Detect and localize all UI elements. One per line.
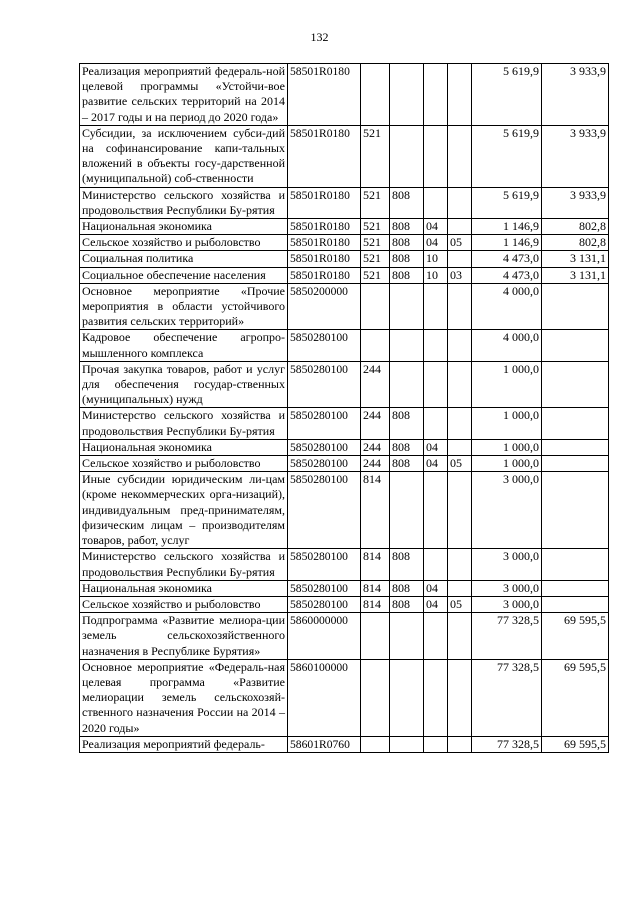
gr-cell: 808 [390, 408, 424, 439]
value-cell-1: 3 000,0 [472, 549, 542, 580]
pr-cell [448, 251, 472, 267]
vr-cell: 521 [361, 251, 390, 267]
value-cell-2 [542, 596, 609, 612]
vr-cell: 814 [361, 549, 390, 580]
pr-cell [448, 125, 472, 187]
table-row [80, 219, 609, 235]
rz-cell: 04 [424, 456, 448, 472]
rz-cell: 04 [424, 439, 448, 455]
gr-cell [390, 361, 424, 408]
value-cell-1: 77 328,5 [472, 736, 542, 752]
vr-cell: 521 [361, 235, 390, 251]
gr-cell: 808 [390, 187, 424, 218]
gr-cell [390, 659, 424, 736]
value-cell-1: 5 619,9 [472, 125, 542, 187]
rz-cell: 04 [424, 580, 448, 596]
value-cell-2 [542, 456, 609, 472]
rz-cell [424, 472, 448, 549]
value-cell-2: 3 131,1 [542, 251, 609, 267]
code-cell: 58501R0180 [288, 64, 361, 126]
name-cell: Кадровое обеспечение агропро-мышленного комплекса [80, 330, 288, 361]
pr-cell: 05 [448, 456, 472, 472]
value-cell-1: 4 000,0 [472, 330, 542, 361]
code-cell: 5850280100 [288, 472, 361, 549]
pr-cell [448, 361, 472, 408]
value-cell-2: 802,8 [542, 235, 609, 251]
table-row [80, 549, 609, 580]
page-number: 132 [310, 30, 329, 44]
rz-cell [424, 659, 448, 736]
code-cell: 5860100000 [288, 659, 361, 736]
value-cell-1: 4 473,0 [472, 251, 542, 267]
vr-cell: 521 [361, 125, 390, 187]
vr-cell [361, 330, 390, 361]
rz-cell [424, 64, 448, 126]
value-cell-2 [542, 549, 609, 580]
pr-cell [448, 64, 472, 126]
value-cell-2: 3 131,1 [542, 267, 609, 283]
name-cell: Субсидии, за исключением субси-дий на софинансирование капи-тальных вложений в объекты госу-дарственной (муниципальной) соб-ственности [80, 125, 288, 187]
value-cell-1: 1 000,0 [472, 456, 542, 472]
value-cell-1: 3 000,0 [472, 580, 542, 596]
vr-cell: 521 [361, 267, 390, 283]
vr-cell [361, 659, 390, 736]
value-cell-2 [542, 361, 609, 408]
vr-cell [361, 613, 390, 660]
value-cell-2 [542, 330, 609, 361]
vr-cell: 814 [361, 472, 390, 549]
code-cell: 5850280100 [288, 596, 361, 612]
value-cell-1: 1 146,9 [472, 219, 542, 235]
code-cell: 58501R0180 [288, 219, 361, 235]
gr-cell [390, 64, 424, 126]
pr-cell [448, 439, 472, 455]
table-row [80, 267, 609, 283]
name-cell: Подпрограмма «Развитие мелиора-ции земель сельскохозяйственного назначения в Республике Бурятия» [80, 613, 288, 660]
pr-cell [448, 613, 472, 660]
vr-cell [361, 736, 390, 752]
table-body [80, 64, 609, 753]
value-cell-2: 3 933,9 [542, 187, 609, 218]
code-cell: 5850280100 [288, 580, 361, 596]
code-cell: 5850280100 [288, 549, 361, 580]
pr-cell: 05 [448, 235, 472, 251]
table-row [80, 361, 609, 408]
table-row [80, 330, 609, 361]
gr-cell: 808 [390, 235, 424, 251]
pr-cell [448, 736, 472, 752]
value-cell-2 [542, 439, 609, 455]
vr-cell [361, 64, 390, 126]
vr-cell: 244 [361, 456, 390, 472]
name-cell: Сельское хозяйство и рыболовство [80, 456, 288, 472]
value-cell-2 [542, 472, 609, 549]
code-cell: 5850200000 [288, 283, 361, 330]
code-cell: 58501R0180 [288, 251, 361, 267]
rz-cell [424, 187, 448, 218]
table-row [80, 283, 609, 330]
code-cell: 5850280100 [288, 361, 361, 408]
rz-cell [424, 361, 448, 408]
code-cell: 58501R0180 [288, 125, 361, 187]
value-cell-1: 1 146,9 [472, 235, 542, 251]
name-cell: Социальная политика [80, 251, 288, 267]
table-row [80, 125, 609, 187]
value-cell-1: 3 000,0 [472, 472, 542, 549]
value-cell-2 [542, 408, 609, 439]
gr-cell: 808 [390, 251, 424, 267]
rz-cell [424, 125, 448, 187]
value-cell-2: 3 933,9 [542, 125, 609, 187]
name-cell: Реализация мероприятий федераль- [80, 736, 288, 752]
code-cell: 58501R0180 [288, 267, 361, 283]
name-cell: Министерство сельского хозяйства и продовольствия Республики Бу-рятия [80, 408, 288, 439]
name-cell: Социальное обеспечение населения [80, 267, 288, 283]
gr-cell [390, 472, 424, 549]
pr-cell [448, 187, 472, 218]
table-row [80, 659, 609, 736]
rz-cell: 04 [424, 235, 448, 251]
pr-cell: 05 [448, 596, 472, 612]
rz-cell: 10 [424, 251, 448, 267]
value-cell-1: 1 000,0 [472, 361, 542, 408]
vr-cell: 244 [361, 439, 390, 455]
vr-cell: 814 [361, 596, 390, 612]
rz-cell: 10 [424, 267, 448, 283]
name-cell: Прочая закупка товаров, работ и услуг для обеспечения государ-ственных (муниципальных) нужд [80, 361, 288, 408]
value-cell-2: 69 595,5 [542, 613, 609, 660]
gr-cell [390, 736, 424, 752]
vr-cell: 244 [361, 408, 390, 439]
rz-cell [424, 408, 448, 439]
value-cell-1: 5 619,9 [472, 64, 542, 126]
rz-cell [424, 549, 448, 580]
pr-cell: 03 [448, 267, 472, 283]
gr-cell: 808 [390, 580, 424, 596]
gr-cell [390, 125, 424, 187]
table-row [80, 472, 609, 549]
name-cell: Национальная экономика [80, 439, 288, 455]
gr-cell: 808 [390, 267, 424, 283]
value-cell-2 [542, 283, 609, 330]
name-cell: Министерство сельского хозяйства и продовольствия Республики Бу-рятия [80, 549, 288, 580]
budget-table [79, 63, 609, 753]
name-cell: Министерство сельского хозяйства и продовольствия Республики Бу-рятия [80, 187, 288, 218]
table-row [80, 736, 609, 752]
pr-cell [448, 580, 472, 596]
code-cell: 5850280100 [288, 456, 361, 472]
value-cell-1: 3 000,0 [472, 596, 542, 612]
code-cell: 58601R0760 [288, 736, 361, 752]
code-cell: 5860000000 [288, 613, 361, 660]
value-cell-1: 77 328,5 [472, 659, 542, 736]
table-row [80, 613, 609, 660]
value-cell-2 [542, 580, 609, 596]
table-row [80, 596, 609, 612]
vr-cell: 521 [361, 187, 390, 218]
value-cell-1: 4 473,0 [472, 267, 542, 283]
gr-cell: 808 [390, 456, 424, 472]
name-cell: Реализация мероприятий федераль-ной целевой программы «Устойчи-вое развитие сельских территорий на 2014 – 2017 годы и на период до 2020 года» [80, 64, 288, 126]
pr-cell [448, 549, 472, 580]
name-cell: Национальная экономика [80, 219, 288, 235]
table-row [80, 580, 609, 596]
value-cell-1: 5 619,9 [472, 187, 542, 218]
rz-cell: 04 [424, 219, 448, 235]
table-row [80, 235, 609, 251]
name-cell: Национальная экономика [80, 580, 288, 596]
code-cell: 5850280100 [288, 439, 361, 455]
value-cell-1: 4 000,0 [472, 283, 542, 330]
rz-cell [424, 283, 448, 330]
gr-cell [390, 613, 424, 660]
value-cell-2: 802,8 [542, 219, 609, 235]
vr-cell: 244 [361, 361, 390, 408]
name-cell: Иные субсидии юридическим ли-цам (кроме некоммерческих орга-низаций), индивидуальным пред-принимателям, физическим лицам – производителям товаров, работ, услуг [80, 472, 288, 549]
value-cell-1: 1 000,0 [472, 408, 542, 439]
rz-cell: 04 [424, 596, 448, 612]
vr-cell: 521 [361, 219, 390, 235]
pr-cell [448, 283, 472, 330]
code-cell: 5850280100 [288, 408, 361, 439]
vr-cell [361, 283, 390, 330]
table-row [80, 456, 609, 472]
rz-cell [424, 613, 448, 660]
pr-cell [448, 408, 472, 439]
name-cell: Основное мероприятие «Федераль-ная целевая программа «Развитие мелиорации земель сельскохозяй-ственного назначения России на 2014 – 2020 годы» [80, 659, 288, 736]
code-cell: 5850280100 [288, 330, 361, 361]
code-cell: 58501R0180 [288, 187, 361, 218]
value-cell-1: 77 328,5 [472, 613, 542, 660]
table-row [80, 439, 609, 455]
pr-cell [448, 472, 472, 549]
value-cell-2: 3 933,9 [542, 64, 609, 126]
table-row [80, 187, 609, 218]
pr-cell [448, 219, 472, 235]
gr-cell: 808 [390, 596, 424, 612]
name-cell: Сельское хозяйство и рыболовство [80, 235, 288, 251]
name-cell: Основное мероприятие «Прочие мероприятия в области устойчивого развития сельских территорий» [80, 283, 288, 330]
pr-cell [448, 330, 472, 361]
gr-cell: 808 [390, 549, 424, 580]
table-row [80, 251, 609, 267]
rz-cell [424, 736, 448, 752]
gr-cell: 808 [390, 219, 424, 235]
value-cell-2: 69 595,5 [542, 736, 609, 752]
pr-cell [448, 659, 472, 736]
name-cell: Сельское хозяйство и рыболовство [80, 596, 288, 612]
table-row [80, 408, 609, 439]
vr-cell: 814 [361, 580, 390, 596]
code-cell: 58501R0180 [288, 235, 361, 251]
gr-cell [390, 283, 424, 330]
value-cell-2: 69 595,5 [542, 659, 609, 736]
gr-cell: 808 [390, 439, 424, 455]
value-cell-1: 1 000,0 [472, 439, 542, 455]
gr-cell [390, 330, 424, 361]
rz-cell [424, 330, 448, 361]
table-row [80, 64, 609, 126]
